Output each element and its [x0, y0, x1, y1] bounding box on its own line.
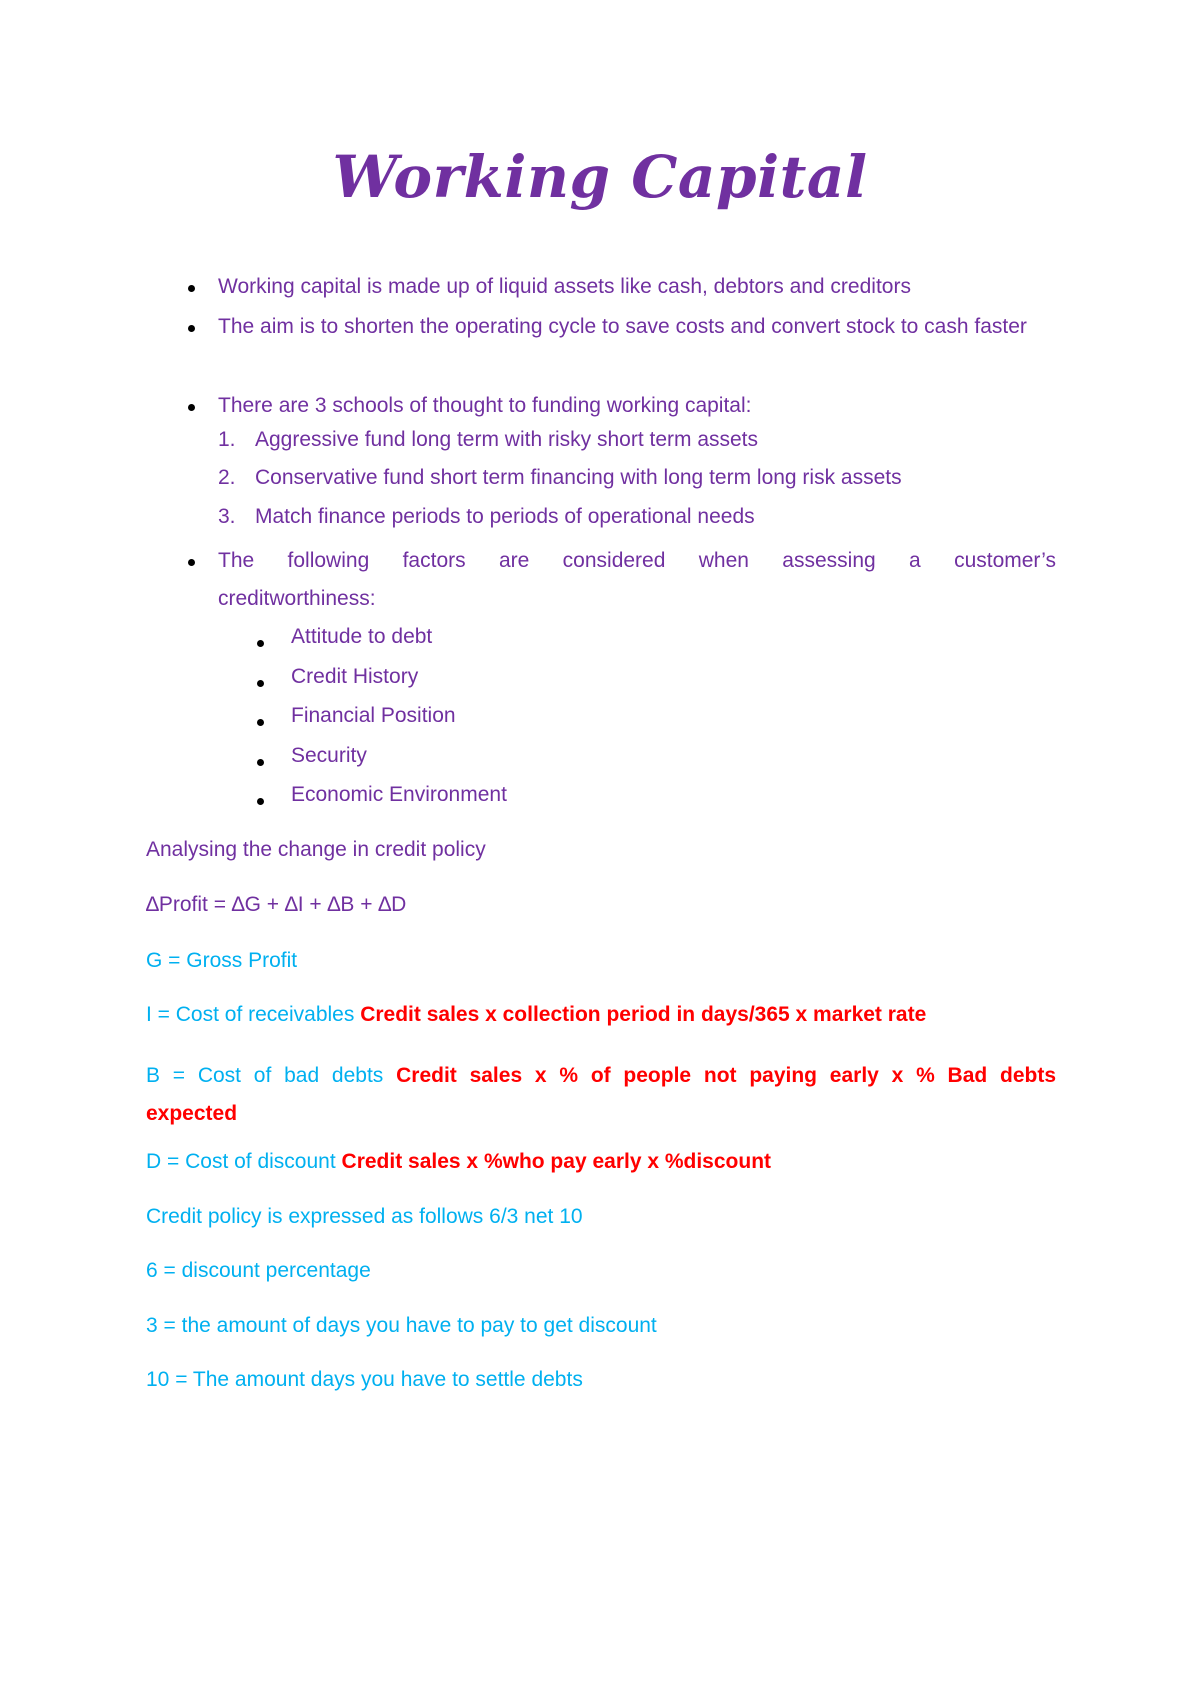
bullet-dot [188, 559, 195, 566]
list-item: Attitude to debt [291, 625, 433, 648]
list-number: 1. [218, 428, 236, 451]
page-title: Working Capital [332, 143, 868, 211]
list-number: 3. [218, 505, 236, 528]
list-item: Aggressive fund long term with risky short term assets [255, 428, 759, 451]
bullet-dot [188, 285, 195, 292]
list-item: Economic Environment [291, 783, 507, 806]
list-item: Security [291, 744, 367, 767]
bullet-dot [188, 325, 195, 332]
definition-d [146, 1150, 1056, 1174]
bullet-dot [257, 798, 264, 805]
bullet-item: Working capital is made up of liquid assets like cash, debtors and creditors [218, 275, 911, 298]
definition-b [146, 1057, 1056, 1133]
definition-label: D = Cost of discount [146, 1150, 336, 1173]
list-item: Match finance periods to periods of operational needs [255, 505, 755, 528]
definition-formula: Credit sales x %who pay early x %discount [341, 1150, 772, 1173]
credit-policy-three: 3 = the amount of days you have to pay to get discount [146, 1314, 657, 1337]
list-item: Financial Position [291, 704, 456, 727]
section-heading: Analysing the change in credit policy [146, 838, 486, 861]
bullet-dot [257, 680, 264, 687]
definition-g: G = Gross Profit [146, 949, 298, 972]
list-number: 2. [218, 466, 236, 489]
bullet-dot [188, 404, 195, 411]
credit-policy-intro: Credit policy is expressed as follows 6/3 net 10 [146, 1205, 583, 1228]
definition-i [146, 1003, 1056, 1027]
definition-label: I = Cost of receivables [146, 1003, 355, 1026]
definition-formula: Credit sales x % of people not paying early x % Bad debts expected [146, 1064, 1057, 1125]
profit-formula: ∆Profit = ∆G + ∆I + ∆B + ∆D [146, 893, 407, 916]
list-item: Credit History [291, 665, 419, 688]
definition-formula: Credit sales x collection period in days/365 x market rate [360, 1003, 927, 1026]
credit-policy-ten: 10 = The amount days you have to settle debts [146, 1368, 583, 1391]
bullet-dot [257, 719, 264, 726]
bullet-item: There are 3 schools of thought to funding working capital: [218, 394, 752, 417]
bullet-dot [257, 640, 264, 647]
bullet-item: The aim is to shorten the operating cycle to save costs and convert stock to cash faster [218, 315, 1027, 338]
list-item: Conservative fund short term financing with long term long risk assets [255, 466, 902, 489]
bullet-dot [257, 759, 264, 766]
definition-label: B = Cost of bad debts [146, 1064, 384, 1087]
bullet-item: The following factors are considered when assessing a customer’s creditworthiness: [218, 549, 1056, 610]
credit-policy-six: 6 = discount percentage [146, 1259, 371, 1282]
